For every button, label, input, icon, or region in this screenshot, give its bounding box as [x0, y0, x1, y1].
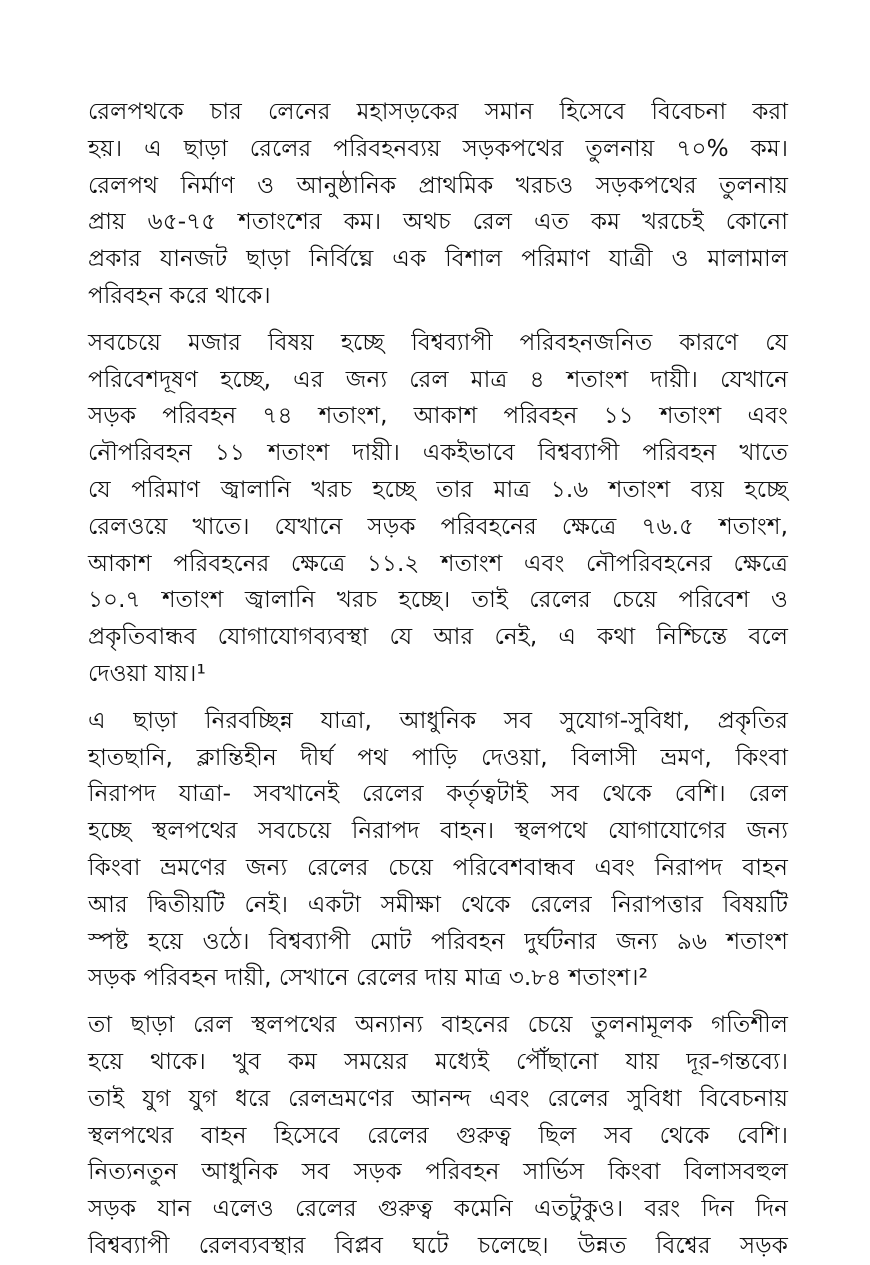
text-line: এ ছাড়া নিরবচ্ছিন্ন যাত্রা, আধুনিক সব সুযোগ-সুবিধা, প্রকৃতির: [88, 706, 788, 734]
paragraph-gap: [88, 693, 788, 703]
text-line: নৌপরিবহন ১১ শতাংশ দায়ী। একইভাবে বিশ্বব্যাপী পরিবহন খাতে: [88, 439, 788, 467]
paragraph-3: [88, 703, 788, 997]
paragraph-4: [88, 1007, 788, 1265]
text-line: পরিবেশদূষণ হচ্ছে, এর জন্য রেল মাত্র ৪ শতাংশ দায়ী। যেখানে: [88, 365, 788, 393]
text-line: রেলপথকে চার লেনের মহাসড়কের সমান হিসেবে বিবেচনা করা: [88, 98, 788, 125]
text-line: সড়ক পরিবহন ৭৪ শতাংশ, আকাশ পরিবহন ১১ শতাংশ এবং: [88, 402, 788, 430]
paragraph-2: [88, 325, 788, 693]
text-line: হয়। এ ছাড়া রেলের পরিবহনব্যয় সড়কপথের তুলনায় ৭০% কম।: [88, 134, 788, 162]
text-line: আকাশ পরিবহনের ক্ষেত্রে ১১.২ শতাংশ এবং নৌপরিবহনের ক্ষেত্রে: [88, 549, 788, 577]
text-line: সড়ক যান এলেও রেলের গুরুত্ব কমেনি এতটুকুও। বরং দিন দিন: [88, 1195, 788, 1223]
text-line: স্পষ্ট হয়ে ওঠে। বিশ্বব্যাপী মোট পরিবহন দুর্ঘটনার জন্য ৯৬ শতাংশ: [88, 927, 788, 955]
text-line: আর দ্বিতীয়টি নেই। একটা সমীক্ষা থেকে রেলের নিরাপত্তার বিষয়টি: [88, 890, 788, 918]
text-line: প্রকার যানজট ছাড়া নির্বিঘ্নে এক বিশাল পরিমাণ যাত্রী ও মালামাল: [88, 245, 788, 273]
text-line: যে পরিমাণ জ্বালানি খরচ হচ্ছে তার মাত্র ১.৬ শতাংশ ব্যয় হচ্ছে: [88, 475, 788, 503]
text-line: হয়ে থাকে। খুব কম সময়ের মধ্যেই পৌঁছানো যায় দূর-গন্তব্যে।: [88, 1047, 788, 1075]
text-line: রেলওয়ে খাতে। যেখানে সড়ক পরিবহনের ক্ষেত্রে ৭৬.৫ শতাংশ,: [88, 512, 788, 540]
text-line: প্রকৃতিবান্ধব যোগাযোগব্যবস্থা যে আর নেই, এ কথা নিশ্চিন্তে বলে: [88, 623, 788, 651]
paragraph-gap: [88, 997, 788, 1007]
paragraph-gap: [88, 315, 788, 325]
text-line: তা ছাড়া রেল স্থলপথের অন্যান্য বাহনের চেয়ে তুলনামূলক গতিশীল: [88, 1011, 788, 1039]
text-line: তাই যুগ যুগ ধরে রেলভ্রমণের আনন্দ এবং রেলের সুবিধা বিবেচনায়: [88, 1084, 788, 1112]
text-line: দেওয়া যায়।¹: [88, 659, 206, 687]
text-line: নিত্যনতুন আধুনিক সব সড়ক পরিবহন সার্ভিস কিংবা বিলাসবহুল: [88, 1158, 788, 1186]
text-line: প্রায় ৬৫-৭৫ শতাংশের কম। অথচ রেল এত কম খরচেই কোনো: [88, 208, 788, 236]
text-line: বিশ্বব্যাপী রেলব্যবস্থার বিপ্লব ঘটে চলেছে। উন্নত বিশ্বের সড়ক: [88, 1231, 788, 1259]
text-line: পরিবহন করে থাকে।: [88, 281, 271, 309]
paragraph-1: [88, 94, 788, 315]
text-line: হচ্ছে স্থলপথের সবচেয়ে নিরাপদ বাহন। স্থলপথে যোগাযোগের জন্য: [88, 817, 788, 845]
text-line: সড়ক পরিবহন দায়ী, সেখানে রেলের দায় মাত্র ৩.৮৪ শতাংশ।²: [88, 964, 648, 992]
text-line: কিংবা ভ্রমণের জন্য রেলের চেয়ে পরিবেশবান্ধব এবং নিরাপদ বাহন: [88, 853, 788, 881]
text-line: রেলপথ নির্মাণ ও আনুষ্ঠানিক প্রাথমিক খরচও সড়কপথের তুলনায়: [88, 171, 788, 199]
text-line: নিরাপদ যাত্রা- সবখানেই রেলের কর্তৃত্বটাই সব থেকে বেশি। রেল: [88, 780, 788, 808]
document-page: [88, 94, 788, 1265]
text-line: সবচেয়ে মজার বিষয় হচ্ছে বিশ্বব্যাপী পরিবহনজনিত কারণে যে: [88, 328, 788, 356]
text-line: স্থলপথের বাহন হিসেবে রেলের গুরুত্ব ছিল সব থেকে বেশি।: [88, 1121, 788, 1149]
text-line: হাতছানি, ক্লান্তিহীন দীর্ঘ পথ পাড়ি দেওয়া, বিলাসী ভ্রমণ, কিংবা: [88, 743, 788, 771]
text-line: ১০.৭ শতাংশ জ্বালানি খরচ হচ্ছে। তাই রেলের চেয়ে পরিবেশ ও: [88, 586, 788, 614]
